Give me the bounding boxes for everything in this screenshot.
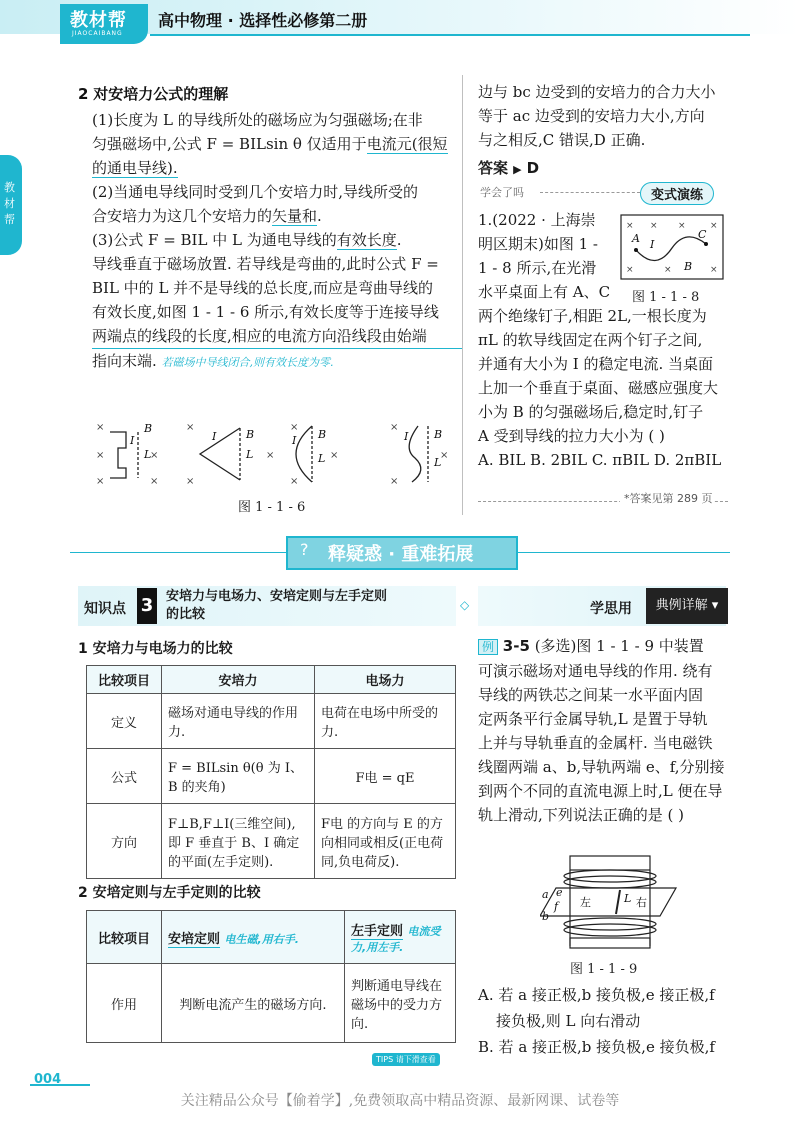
svg-text:L: L: [624, 892, 632, 905]
hand-note-left-hand: 电流受力,用左手.: [351, 924, 441, 954]
svg-text:×: ×: [290, 476, 299, 487]
svg-text:×: ×: [266, 450, 275, 461]
compare1-table: 比较项目 安培力 电场力 定义 磁场对通电导线的作用力. 电荷在电场中所受的力. 公式 F = BILsin θ(θ 为 I、B 的夹角) F电 = qE 方向 F⊥B,F⊥I(三维空间),即 F 垂直于 B、I 确定的平面(左手定则). F电 的方向与 E 的方向相同或相反(正电荷同,负电荷反).: [86, 665, 456, 879]
table-row: 定义 磁场对通电导线的作用力. 电荷在电场中所受的力.: [87, 694, 456, 749]
body-text-right: 边与 bc 边受到的安培力的合力大小 等于 ac 边受到的安培力大小,方向 与之相反,C 错误,D 正确.: [478, 83, 716, 149]
logo-subtext: JIAOCAIBANG: [72, 30, 123, 37]
svg-text:×: ×: [150, 476, 159, 487]
svg-text:b: b: [542, 910, 550, 923]
svg-text:×: ×: [186, 422, 195, 433]
table-row: 方向 F⊥B,F⊥I(三维空间),即 F 垂直于 B、I 确定的平面(左手定则). F电 的方向与 E 的方向相同或相反(正电荷同,负电荷反).: [87, 804, 456, 879]
banner-title: 释疑惑 · 重难拓展: [328, 544, 474, 565]
banner-line-right: [514, 552, 730, 553]
svg-text:×: ×: [390, 422, 399, 433]
banner-icon: ?: [300, 540, 309, 559]
svg-text:L: L: [318, 452, 326, 465]
table-row: 作用 判断电流产生的磁场方向. 判断通电导线在磁场中的受力方向.: [87, 964, 456, 1043]
svg-text:e: e: [556, 886, 563, 899]
svg-text:×: ×: [650, 221, 658, 231]
tips-badge: TIPS 请下滑查看: [372, 1053, 440, 1066]
svg-text:B: B: [684, 260, 693, 273]
compare1-heading: 1 安培力与电场力的比较: [78, 641, 233, 657]
figure-1-1-8: [620, 214, 724, 280]
svg-text:×: ×: [186, 476, 195, 487]
diamond-icon: ◇: [460, 598, 470, 612]
svg-text:×: ×: [664, 265, 672, 275]
svg-text:×: ×: [678, 221, 686, 231]
example-tag: 例: [478, 639, 498, 655]
svg-text:×: ×: [150, 450, 159, 461]
knowledge-label: 知识点: [84, 601, 126, 617]
svg-text:×: ×: [330, 450, 339, 461]
answer-ref: *答案见第 289 页: [620, 490, 713, 506]
table-row: 公式 F = BILsin θ(θ 为 I、B 的夹角) F电 = qE: [87, 749, 456, 804]
page-number: 004: [34, 1072, 62, 1087]
page-title: 高中物理 · 选择性必修第二册: [158, 11, 368, 30]
learn-label: 学会了吗: [480, 186, 524, 199]
header-divider: [150, 34, 750, 36]
answer-row: 答案 ▶ D: [478, 159, 540, 177]
svg-text:×: ×: [390, 476, 399, 487]
svg-text:×: ×: [626, 265, 634, 275]
section-heading: 2 对安培力公式的理解: [78, 85, 229, 103]
svg-text:×: ×: [96, 450, 105, 461]
svg-text:×: ×: [96, 422, 105, 433]
svg-text:×: ×: [710, 221, 718, 231]
svg-text:B: B: [246, 428, 255, 441]
svg-text:I: I: [650, 238, 655, 251]
side-tab-label: 教材帮: [4, 181, 15, 226]
svg-text:A: A: [632, 232, 640, 245]
svg-text:f: f: [554, 900, 559, 913]
figure-1-1-6: [90, 418, 460, 490]
question-1-options: A. BIL B. 2BIL C. πBIL D. 2πBIL: [478, 451, 722, 469]
example-3-5: 例 3-5 (多选)图 1 - 1 - 9 中装置 可演示磁场对通电导线的作用. 绕有 导线的两铁芯之间某一水平面内固 定两条平行金属导轨,L 是置于导轨 上并与导轨垂直的金属杆. 当电磁铁 线圈两端 a、b,导轨两端 e、f,分别接 到两个不同的直流电源上时,L 便在导 轨上滑动,下列说法正确的是 ( ): [478, 637, 725, 824]
body-text-left: (1)长度为 L 的导线所处的磁场应为匀强磁场;在非 匀强磁场中,公式 F = BILsin θ 仅适用于电流元(很短 的通电导线). (2)当通电导线同时受到几个安培力时,导线所受的 合安培力为这几个安培力的矢量和. (3)公式 F = BIL 中 L 为通电导线的有效长度. 导线垂直于磁场放置. 若导线是弯曲的,此时公式 F = BIL 中的 L 并不是导线的总长度,而应是弯曲导线的 有效长度,如图 1 - 1 - 6 所示,有效长度等于连接导线 两端点的线段的长度,相应的电流方向沿线段由始端 指向末端. 若磁场中导线闭合,则有效长度为零.: [92, 108, 462, 375]
knowledge-number: 3: [137, 588, 157, 624]
hand-note: 若磁场中导线闭合,则有效长度为零.: [161, 356, 334, 369]
svg-text:L: L: [144, 448, 152, 461]
hand-note-right-hand: 电生磁,用右手.: [224, 932, 299, 946]
figure-caption-1-1-9: 图 1 - 1 - 9: [570, 962, 638, 977]
compare2-table: 比较项目 安培定则 电生磁,用右手. 左手定则 电流受力,用左手. 作用 判断电流产生的磁场方向. 判断通电导线在磁场中的受力方向.: [86, 910, 456, 1043]
banner-line-left: [70, 552, 286, 553]
figure-1-1-9: [540, 854, 680, 950]
svg-text:L: L: [434, 456, 442, 469]
svg-text:×: ×: [290, 422, 299, 433]
variant-practice-pill: 变式演练: [640, 182, 714, 205]
example-detail-tag: 典例详解 ▾: [646, 588, 728, 624]
svg-text:B: B: [144, 422, 153, 435]
svg-text:×: ×: [626, 221, 634, 231]
svg-text:×: ×: [710, 265, 718, 275]
knowledge-title: 安培力与电场力、安培定则与左手定则 的比较: [166, 589, 388, 622]
svg-text:B: B: [434, 428, 443, 441]
svg-text:I: I: [130, 434, 135, 447]
svg-text:I: I: [292, 434, 297, 447]
svg-text:右: 右: [636, 896, 647, 909]
svg-text:B: B: [318, 428, 327, 441]
svg-text:L: L: [246, 448, 254, 461]
svg-text:×: ×: [96, 476, 105, 487]
learn-divider: [540, 192, 640, 194]
question-1: 1.(2022 · 上海崇 明区期末)如图 1 - 1 - 8 所示,在光滑 水平桌面上有 A、C 两个绝缘钉子,相距 2L,一根长度为 πL 的软导线固定在两个钉子之间, 并通有大小为 I 的稳定电流. 当桌面 上加一个垂直于桌面、磁感应强度大 小为 B 的匀强磁场后,稳定时,钉子 A 受到导线的拉力大小为 ( ) A. BIL B. 2BIL C. πBIL D. 2πBIL: [478, 208, 728, 472]
figure-caption: 图 1 - 1 - 6: [238, 500, 306, 515]
svg-text:C: C: [698, 228, 707, 241]
column-divider: [462, 75, 463, 515]
logo-text: 教材帮: [70, 10, 127, 31]
svg-text:a: a: [542, 888, 549, 901]
example-options: A. 若 a 接正极,b 接负极,e 接正极,f 接负极,则 L 向右滑动 B. 若 a 接正极,b 接负极,e 接负极,f: [478, 986, 715, 1056]
figure-caption-1-1-8: 图 1 - 1 - 8: [632, 290, 700, 305]
compare2-heading: 2 安培定则与左手定则的比较: [78, 885, 261, 901]
svg-text:×: ×: [440, 450, 449, 461]
footer-note: 关注精品公众号【偷着学】,免费领取高中精品资源、最新网课、试卷等: [180, 1093, 620, 1109]
svg-text:I: I: [404, 430, 409, 443]
svg-text:左: 左: [580, 896, 591, 909]
svg-text:I: I: [212, 430, 217, 443]
xuesi-label: 学思用: [590, 601, 632, 617]
